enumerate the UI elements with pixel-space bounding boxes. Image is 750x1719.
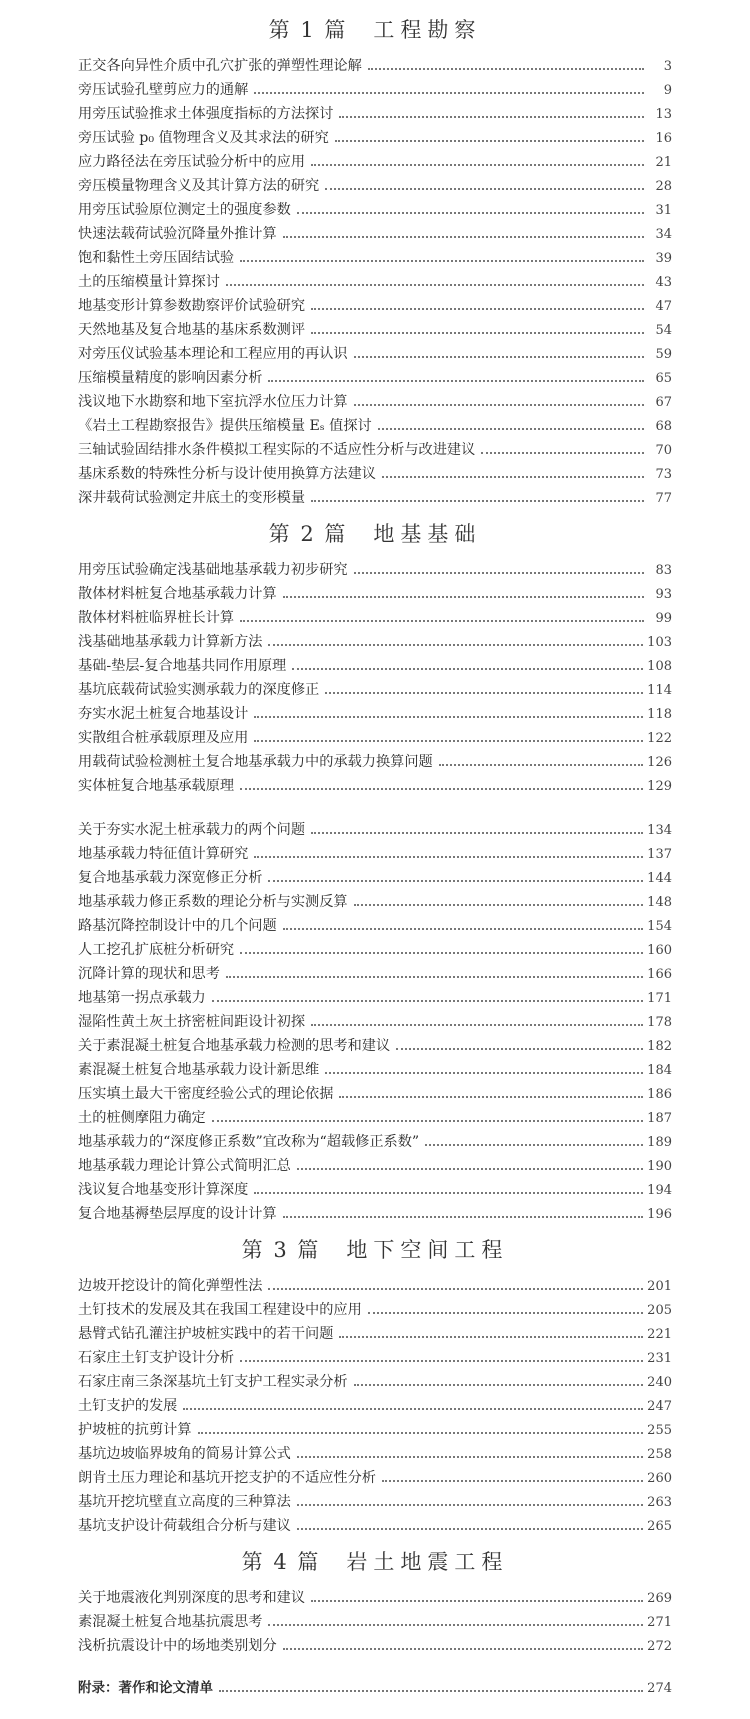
entry-page: 3 [663, 59, 672, 74]
entry-page: 67 [655, 395, 672, 410]
dot-leader [396, 1048, 643, 1050]
entry-page: 108 [647, 659, 672, 674]
toc-entry[interactable] [78, 342, 672, 366]
toc-entry[interactable] [78, 1274, 672, 1298]
entry-title: 浅议地下水勘察和地下室抗浮水位压力计算 [78, 394, 348, 410]
entry-title: 地基承载力理论计算公式简明汇总 [78, 1158, 291, 1174]
toc-entry[interactable] [78, 1394, 672, 1418]
dot-leader [382, 1480, 643, 1482]
entry-page: 182 [647, 1039, 672, 1054]
dot-leader [198, 1432, 644, 1434]
entry-title: 地基承载力特征值计算研究 [78, 846, 249, 862]
entry-page: 103 [647, 635, 672, 650]
dot-leader [226, 284, 644, 286]
entry-title: 地基变形计算参数勘察评价试验研究 [78, 298, 306, 314]
dot-leader [254, 1192, 643, 1194]
part-1-title [78, 10, 672, 50]
part-number: 第 1 篇 [268, 18, 348, 42]
toc-entry[interactable] [78, 294, 672, 318]
entry-title: 天然地基及复合地基的基床系数测评 [78, 322, 306, 338]
entry-title: 深井载荷试验测定井底土的变形模量 [78, 490, 306, 506]
toc-entry[interactable] [78, 914, 672, 938]
entry-title: 《岩土工程勘察报告》提供压缩模量 Eₛ 值探讨 [78, 418, 372, 434]
dot-leader [354, 404, 644, 406]
toc-entry[interactable] [78, 198, 672, 222]
part-2-title [78, 514, 672, 554]
entry-title: 基坑开挖坑壁直立高度的三种算法 [78, 1494, 291, 1510]
dot-leader [240, 260, 644, 262]
dot-leader [354, 904, 644, 906]
toc-entry[interactable] [78, 1466, 672, 1490]
entry-page: 166 [647, 967, 672, 982]
entry-page: 73 [655, 467, 672, 482]
dot-leader [354, 572, 644, 574]
entry-page: 269 [647, 1591, 672, 1606]
dot-leader [439, 764, 643, 766]
part-number: 第 2 篇 [268, 522, 348, 546]
entry-page: 16 [655, 131, 672, 146]
dot-leader [325, 1072, 643, 1074]
entry-title: 土的压缩模量计算探讨 [78, 274, 220, 290]
entry-page: 68 [655, 419, 672, 434]
toc-entry[interactable] [78, 1130, 672, 1154]
toc-entry[interactable] [78, 842, 672, 866]
toc-entry[interactable] [78, 102, 672, 126]
entry-title: 护坡桩的抗剪计算 [78, 1422, 192, 1438]
entry-title: 复合地基承载力深宽修正分析 [78, 870, 263, 886]
entry-title: 实体桩复合地基承载原理 [78, 778, 235, 794]
toc-entry[interactable] [78, 1154, 672, 1178]
toc-entry[interactable] [78, 1298, 672, 1322]
entry-page: 126 [647, 755, 672, 770]
entry-page: 31 [655, 203, 672, 218]
entry-title: 地基第一拐点承载力 [78, 990, 206, 1006]
dot-leader [378, 428, 644, 430]
dot-leader [339, 1336, 643, 1338]
entry-title: 素混凝土桩复合地基承载力设计新思维 [78, 1062, 320, 1078]
entry-page: 271 [647, 1615, 672, 1630]
entry-page: 21 [655, 155, 672, 170]
entry-title: 基床系数的特殊性分析与设计使用换算方法建议 [78, 466, 376, 482]
dot-leader [339, 116, 644, 118]
toc-entry[interactable] [78, 486, 672, 510]
part-number: 第 4 篇 [241, 1550, 321, 1574]
entry-page: 77 [655, 491, 672, 506]
dot-leader [311, 164, 644, 166]
entry-title: 快速法载荷试验沉降量外推计算 [78, 226, 277, 242]
dot-leader [254, 740, 643, 742]
entry-page: 265 [647, 1519, 672, 1534]
entry-title: 浅议复合地基变形计算深度 [78, 1182, 249, 1198]
dot-leader [297, 1504, 643, 1506]
dot-leader [311, 1024, 643, 1026]
entry-page: 129 [647, 779, 672, 794]
toc-entry[interactable] [78, 606, 672, 630]
entry-page: 194 [647, 1183, 672, 1198]
toc-entry[interactable] [78, 1346, 672, 1370]
toc-entry[interactable] [78, 270, 672, 294]
dot-leader [481, 452, 644, 454]
entry-title: 土的桩侧摩阻力确定 [78, 1110, 206, 1126]
appendix-title: 附录：著作和论文清单 [78, 1680, 213, 1696]
entry-page: 99 [655, 611, 672, 626]
entry-title: 土钉技术的发展及其在我国工程建设中的应用 [78, 1302, 362, 1318]
dot-leader [183, 1408, 643, 1410]
entry-title: 用载荷试验检测桩土复合地基承载力中的承载力换算问题 [78, 754, 433, 770]
entry-title: 实散组合桩承载原理及应用 [78, 730, 249, 746]
dot-leader [268, 1624, 643, 1626]
dot-leader [325, 692, 643, 694]
entry-page: 240 [647, 1375, 672, 1390]
entry-page: 205 [647, 1303, 672, 1318]
toc-entry[interactable] [78, 1202, 672, 1226]
entry-page: 39 [655, 251, 672, 266]
entry-page: 186 [647, 1087, 672, 1102]
entry-title: 旁压试验 p₀ 值物理含义及其求法的研究 [78, 130, 329, 146]
entry-title: 夯实水泥土桩复合地基设计 [78, 706, 249, 722]
entry-page: 263 [647, 1495, 672, 1510]
entry-page: 255 [647, 1423, 672, 1438]
part-name: 地下空间工程 [346, 1238, 509, 1262]
entry-page: 221 [647, 1327, 672, 1342]
entry-title: 应力路径法在旁压试验分析中的应用 [78, 154, 306, 170]
dot-leader [268, 1288, 643, 1290]
toc-entry-appendix[interactable] [78, 1676, 672, 1700]
part-number: 第 3 篇 [241, 1238, 321, 1262]
toc-entry[interactable] [78, 174, 672, 198]
dot-leader [240, 620, 644, 622]
part-name: 岩土地震工程 [346, 1550, 509, 1574]
dot-leader [297, 1456, 643, 1458]
entry-page: 196 [647, 1207, 672, 1222]
entry-page: 122 [647, 731, 672, 746]
entry-title: 土钉支护的发展 [78, 1398, 178, 1414]
entry-page: 47 [655, 299, 672, 314]
toc-entry[interactable] [78, 1058, 672, 1082]
dot-leader [254, 92, 644, 94]
entry-page: 272 [647, 1639, 672, 1654]
entry-page: 43 [655, 275, 672, 290]
entry-title: 关于夯实水泥土桩承载力的两个问题 [78, 822, 306, 838]
entry-title: 人工挖孔扩底桩分析研究 [78, 942, 235, 958]
toc-entry[interactable] [78, 150, 672, 174]
toc-entry[interactable] [78, 1490, 672, 1514]
toc-entry[interactable] [78, 938, 672, 962]
toc-entry[interactable] [78, 1010, 672, 1034]
entry-page: 83 [655, 563, 672, 578]
entry-page: 154 [647, 919, 672, 934]
toc-entry[interactable] [78, 1610, 672, 1634]
dot-leader [354, 356, 644, 358]
entry-title: 压实填土最大干密度经验公式的理论依据 [78, 1086, 334, 1102]
entry-title: 关于素混凝土桩复合地基承载力检测的思考和建议 [78, 1038, 391, 1054]
toc-entry[interactable] [78, 246, 672, 270]
entry-title: 浅基础地基承载力计算新方法 [78, 634, 263, 650]
entry-title: 基础-垫层-复合地基共同作用原理 [78, 658, 287, 674]
dot-leader [219, 1690, 643, 1692]
toc-entry[interactable] [78, 866, 672, 890]
entry-title: 饱和黏性土旁压固结试验 [78, 250, 235, 266]
dot-leader [283, 1216, 644, 1218]
toc-entry[interactable] [78, 78, 672, 102]
toc-entry[interactable] [78, 654, 672, 678]
dot-leader [368, 1312, 643, 1314]
entry-page: 231 [647, 1351, 672, 1366]
toc-entry[interactable] [78, 1106, 672, 1130]
toc-entry[interactable] [78, 1034, 672, 1058]
entry-page: 54 [655, 323, 672, 338]
appendix-page: 274 [647, 1681, 672, 1696]
toc-entry[interactable] [78, 318, 672, 342]
entry-page: 93 [655, 587, 672, 602]
toc-entry[interactable] [78, 414, 672, 438]
entry-title: 湿陷性黄土灰土挤密桩间距设计初探 [78, 1014, 306, 1030]
toc-entry[interactable] [78, 390, 672, 414]
entry-title: 用旁压试验推求土体强度指标的方法探讨 [78, 106, 334, 122]
toc-entry[interactable] [78, 702, 672, 726]
entry-page: 28 [655, 179, 672, 194]
entry-title: 悬臂式钻孔灌注护坡桩实践中的若干问题 [78, 1326, 334, 1342]
dot-leader [240, 788, 643, 790]
toc-entry[interactable] [78, 962, 672, 986]
entry-title: 边坡开挖设计的简化弹塑性法 [78, 1278, 263, 1294]
toc-entry[interactable] [78, 1082, 672, 1106]
dot-leader [297, 212, 644, 214]
dot-leader [212, 1000, 643, 1002]
dot-leader [283, 236, 644, 238]
dot-leader [297, 1168, 643, 1170]
part-name: 地基基础 [373, 522, 482, 546]
toc-entry[interactable] [78, 462, 672, 486]
entry-title: 基坑边坡临界坡角的简易计算公式 [78, 1446, 291, 1462]
entry-title: 正交各向异性介质中孔穴扩张的弹塑性理论解 [78, 58, 362, 74]
entry-title: 用旁压试验原位测定土的强度参数 [78, 202, 291, 218]
entry-page: 9 [663, 83, 672, 98]
entry-title: 旁压试验孔壁剪应力的通解 [78, 82, 249, 98]
part-4-list [78, 1586, 672, 1658]
entry-page: 144 [647, 871, 672, 886]
dot-leader [212, 1120, 643, 1122]
toc-entry[interactable] [78, 222, 672, 246]
entry-page: 114 [647, 683, 672, 698]
toc-entry[interactable] [78, 750, 672, 774]
dot-leader [425, 1144, 643, 1146]
dot-leader [311, 308, 644, 310]
dot-leader [254, 856, 643, 858]
part-3-title [78, 1230, 672, 1270]
toc-entry[interactable] [78, 1418, 672, 1442]
entry-page: 65 [655, 371, 672, 386]
entry-page: 137 [647, 847, 672, 862]
toc-entry[interactable] [78, 1322, 672, 1346]
entry-page: 187 [647, 1111, 672, 1126]
dot-leader [368, 68, 644, 70]
entry-page: 34 [655, 227, 672, 242]
dot-leader [339, 1096, 643, 1098]
toc-entry[interactable] [78, 582, 672, 606]
dot-leader [268, 644, 643, 646]
entry-title: 旁压模量物理含义及其计算方法的研究 [78, 178, 320, 194]
entry-title: 路基沉降控制设计中的几个问题 [78, 918, 277, 934]
entry-title: 基坑支护设计荷载组合分析与建议 [78, 1518, 291, 1534]
entry-title: 石家庄南三条深基坑土钉支护工程实录分析 [78, 1374, 348, 1390]
entry-title: 压缩模量精度的影响因素分析 [78, 370, 263, 386]
toc-entry[interactable] [78, 726, 672, 750]
entry-title: 对旁压仪试验基本理论和工程应用的再认识 [78, 346, 348, 362]
dot-leader [335, 140, 644, 142]
entry-title: 复合地基褥垫层厚度的设计计算 [78, 1206, 277, 1222]
dot-leader [354, 1384, 644, 1386]
entry-title: 沉降计算的现状和思考 [78, 966, 220, 982]
entry-title: 朗肯土压力理论和基坑开挖支护的不适应性分析 [78, 1470, 376, 1486]
entry-page: 13 [655, 107, 672, 122]
entry-title: 散体材料桩临界桩长计算 [78, 610, 235, 626]
entry-title: 地基承载力的“深度修正系数”宜改称为“超载修正系数” [78, 1134, 420, 1150]
dot-leader [311, 832, 643, 834]
toc-entry[interactable] [78, 1442, 672, 1466]
dot-leader [325, 188, 644, 190]
toc-entry[interactable] [78, 366, 672, 390]
dot-leader [268, 880, 643, 882]
toc-entry[interactable] [78, 630, 672, 654]
entry-page: 247 [647, 1399, 672, 1414]
dot-leader [283, 596, 644, 598]
dot-leader [226, 976, 643, 978]
toc-entry[interactable] [78, 890, 672, 914]
entry-title: 散体材料桩复合地基承载力计算 [78, 586, 277, 602]
entry-page: 189 [647, 1135, 672, 1150]
entry-page: 201 [647, 1279, 672, 1294]
dot-leader [382, 476, 644, 478]
toc-entry[interactable] [78, 1370, 672, 1394]
toc-entry[interactable] [78, 678, 672, 702]
entry-page: 190 [647, 1159, 672, 1174]
dot-leader [240, 1360, 643, 1362]
dot-leader [311, 1600, 643, 1602]
entry-title: 用旁压试验确定浅基础地基承载力初步研究 [78, 562, 348, 578]
dot-leader [240, 952, 643, 954]
toc-entry[interactable] [78, 54, 672, 78]
part-4-title [78, 1542, 672, 1582]
dot-leader [311, 500, 644, 502]
entry-title: 三轴试验固结排水条件模拟工程实际的不适应性分析与改进建议 [78, 442, 476, 458]
toc-entry[interactable] [78, 1178, 672, 1202]
toc-entry[interactable] [78, 438, 672, 462]
entry-page: 178 [647, 1015, 672, 1030]
entry-page: 160 [647, 943, 672, 958]
entry-page: 59 [655, 347, 672, 362]
entry-page: 118 [647, 707, 672, 722]
dot-leader [283, 1648, 644, 1650]
entry-page: 184 [647, 1063, 672, 1078]
toc-entry[interactable] [78, 1634, 672, 1658]
part-1-list [78, 54, 672, 510]
entry-title: 关于地震液化判别深度的思考和建议 [78, 1590, 306, 1606]
part-2-list [78, 558, 672, 798]
toc-entry[interactable] [78, 774, 672, 798]
part-2-list-continued [78, 818, 672, 1226]
entry-title: 地基承载力修正系数的理论分析与实测反算 [78, 894, 348, 910]
part-3-list [78, 1274, 672, 1538]
dot-leader [311, 332, 644, 334]
toc-entry[interactable] [78, 126, 672, 150]
entry-page: 260 [647, 1471, 672, 1486]
toc-entry[interactable] [78, 558, 672, 582]
dot-leader [254, 716, 643, 718]
part-name: 工程勘察 [373, 18, 482, 42]
entry-title: 浅析抗震设计中的场地类别划分 [78, 1638, 277, 1654]
toc-entry[interactable] [78, 1586, 672, 1610]
toc-entry[interactable] [78, 818, 672, 842]
dot-leader [268, 380, 644, 382]
entry-page: 171 [647, 991, 672, 1006]
entry-page: 70 [655, 443, 672, 458]
section-gap [78, 798, 672, 818]
dot-leader [292, 668, 643, 670]
toc-entry[interactable] [78, 986, 672, 1010]
entry-page: 134 [647, 823, 672, 838]
toc-entry[interactable] [78, 1514, 672, 1538]
entry-title: 基坑底载荷试验实测承载力的深度修正 [78, 682, 320, 698]
entry-title: 石家庄土钉支护设计分析 [78, 1350, 235, 1366]
entry-title: 素混凝土桩复合地基抗震思考 [78, 1614, 263, 1630]
dot-leader [283, 928, 644, 930]
entry-page: 258 [647, 1447, 672, 1462]
dot-leader [297, 1528, 643, 1530]
entry-page: 148 [647, 895, 672, 910]
